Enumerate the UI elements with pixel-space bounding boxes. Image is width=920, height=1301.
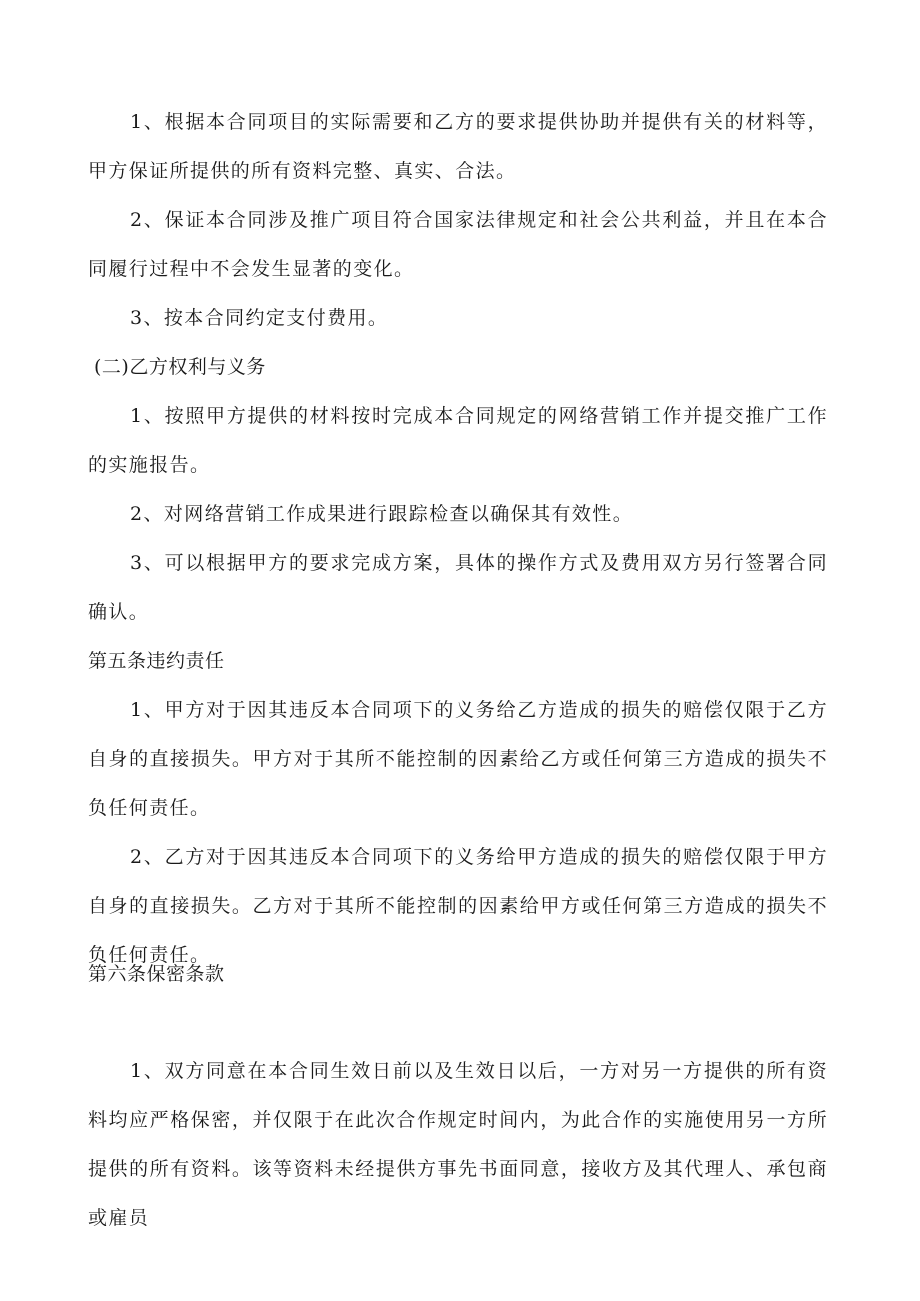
paragraph-party-a-materials: 1、根据本合同项目的实际需要和乙方的要求提供协助并提供有关的材料等，甲方保证所提供的所有资料完整、真实、合法。 <box>88 111 828 182</box>
paragraph-party-b-plan: 3、可以根据甲方的要求完成方案，具体的操作方式及费用双方另行签署合同确认。 <box>88 552 828 623</box>
paragraph-confidentiality-obligation: 1、双方同意在本合同生效日前以及生效日以后，一方对另一方提供的所有资料均应严格保密，并仅限于在此次合作规定时间内，为此合作的实施使用另一方所提供的所有资料。该等资料未经提供方事先书面同意，接收方及其代理人、承包商或雇员 <box>88 1060 828 1229</box>
article-heading-breach-liability: 第五条违约责任 <box>88 650 225 672</box>
paragraph-party-a-liability: 1、甲方对于因其违反本合同项下的义务给乙方造成的损失的赔偿仅限于乙方自身的直接损失。甲方对于其所不能控制的因素给乙方或任何第三方造成的损失不负任何责任。 <box>88 699 828 819</box>
article-heading-confidentiality: 第六条保密条款 <box>88 963 225 985</box>
paragraph-party-b-marketing-work: 1、按照甲方提供的材料按时完成本合同规定的网络营销工作并提交推广工作的实施报告。 <box>88 405 828 476</box>
paragraph-party-b-liability: 2、乙方对于因其违反本合同项下的义务给甲方造成的损失的赔偿仅限于甲方自身的直接损失。乙方对于其所不能控制的因素给甲方或任何第三方造成的损失不负任何责任。 <box>88 846 828 966</box>
paragraph-party-b-tracking: 2、对网络营销工作成果进行跟踪检查以确保其有效性。 <box>130 503 634 525</box>
section-heading-party-b-rights: (二)乙方权利与义务 <box>94 356 266 378</box>
paragraph-party-a-payment: 3、按本合同约定支付费用。 <box>130 307 389 329</box>
paragraph-party-a-legal-compliance: 2、保证本合同涉及推广项目符合国家法律规定和社会公共利益，并且在本合同履行过程中不会发生显著的变化。 <box>88 209 828 280</box>
